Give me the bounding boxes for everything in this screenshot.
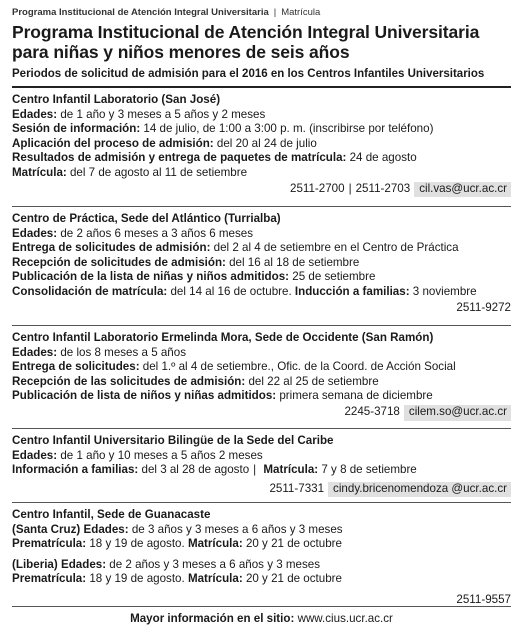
phone-number: 2511-9272 <box>456 300 511 314</box>
phone-number: 2511-2700 <box>290 181 345 195</box>
info-line: Edades: de 1 año y 10 meses a 5 años 2 meses <box>12 448 263 462</box>
center-name: Centro Infantil Laboratorio (San José) <box>12 93 221 106</box>
info-line: Edades: de 1 año y 3 meses a 5 años y 2 meses <box>12 107 266 121</box>
info-line: Entrega de solicitudes de admisión: del 2 al 4 de setiembre en el Centro de Práctica <box>12 241 459 255</box>
contact-row <box>12 301 511 316</box>
footer-label: Mayor información en el sitio: <box>130 612 295 625</box>
phone-number: 2511-2703 <box>355 181 411 195</box>
footer <box>12 612 511 625</box>
info-line: Matrícula: del 7 de agosto al 11 de setiembre <box>12 165 248 179</box>
info-line: Publicación de la lista de niñas y niños admitidos: 25 de setiembre <box>12 270 376 284</box>
info-line: Recepción de las solicitudes de admisión: del 22 al 25 de setiembre <box>12 374 379 388</box>
breadcrumb <box>12 6 511 19</box>
contact-row <box>12 482 511 498</box>
org-name: Programa Institucional de Atención Integral Universitaria <box>12 7 269 18</box>
info-line: Edades: de los 8 meses a 5 años <box>12 345 187 359</box>
info-line: Sesión de información: 14 de julio, de 1:00 a 3:00 p. m. (inscribirse por teléfono) <box>12 122 434 136</box>
phone-number: 2511-7331 <box>269 481 325 495</box>
center-section <box>12 429 511 503</box>
info-line: Edades: de 2 años 6 meses a 3 años 6 meses <box>12 226 254 240</box>
center-name: Centro Infantil Universitario Bilingüe de la Sede del Caribe <box>12 434 334 447</box>
center-name: Centro Infantil Laboratorio Ermelinda Mora, Sede de Occidente (San Ramón) <box>12 331 434 344</box>
center-section <box>12 207 511 326</box>
info-line: Consolidación de matrícula: del 14 al 16 de octubre. Inducción a familias: 3 noviembre <box>12 284 477 298</box>
center-section <box>12 503 511 607</box>
info-line: Información a familias: del 3 al 28 de agosto | Matrícula: 7 y 8 de setiembre <box>12 463 417 477</box>
info-line: Prematrícula: 18 y 19 de agosto. Matrícula: 20 y 21 de octubre <box>12 537 342 551</box>
info-line: Publicación de lista de niños y niñas admitidos: primera semana de diciembre <box>12 389 433 403</box>
center-name: Centro de Práctica, Sede del Atlántico (Turrialba) <box>12 212 281 225</box>
center-section <box>12 326 511 429</box>
title-line-2: para niñas y niños menores de seis años <box>12 42 350 62</box>
info-line: Entrega de solicitudes: del 1.º al 4 de setiembre., Ofic. de la Coord. de Acción Social <box>12 360 456 374</box>
info-line: Resultados de admisión y entrega de paquetes de matrícula: 24 de agosto <box>12 151 417 165</box>
title-line-1: Programa Institucional de Atención Integral Universitaria <box>12 22 480 42</box>
info-line: (Santa Cruz) Edades: de 3 años y 3 meses a 6 años y 3 meses <box>12 522 343 536</box>
contact-row: 2511-2700 | 2511-2703 cil.vas@ucr.ac.cr <box>12 182 511 198</box>
page-subtitle: Periodos de solicitud de admisión para el 2016 en los Centros Infantiles Universitarios <box>12 68 485 80</box>
center-section <box>12 88 511 207</box>
info-line: Prematrícula: 18 y 19 de agosto. Matrícula: 20 y 21 de octubre <box>12 572 342 586</box>
website-link[interactable]: www.cius.ucr.ac.cr <box>294 612 393 625</box>
email-link[interactable]: cindy.bricenomendoza @ucr.ac.cr <box>328 482 511 498</box>
page-title <box>12 22 511 62</box>
phone-number: 2511-9557 <box>456 592 511 606</box>
breadcrumb-separator: | <box>273 7 277 18</box>
center-name: Centro Infantil, Sede de Guanacaste <box>12 508 211 521</box>
contact-row <box>12 405 511 421</box>
email-link[interactable]: cilem.so@ucr.ac.cr <box>404 405 511 421</box>
phone-number: 2245-3718 <box>344 404 400 418</box>
info-line: (Liberia) Edades: de 2 años y 3 meses a 6 años y 3 meses <box>12 557 321 571</box>
section-name: Matrícula <box>281 7 321 18</box>
info-line: Recepción de solicitudes de admisión: del 16 al 18 de setiembre <box>12 255 360 269</box>
contact-row <box>12 593 511 608</box>
info-line: Aplicación del proceso de admisión: del 20 al 24 de julio <box>12 136 317 150</box>
email-link[interactable]: cil.vas@ucr.ac.cr <box>414 182 511 198</box>
